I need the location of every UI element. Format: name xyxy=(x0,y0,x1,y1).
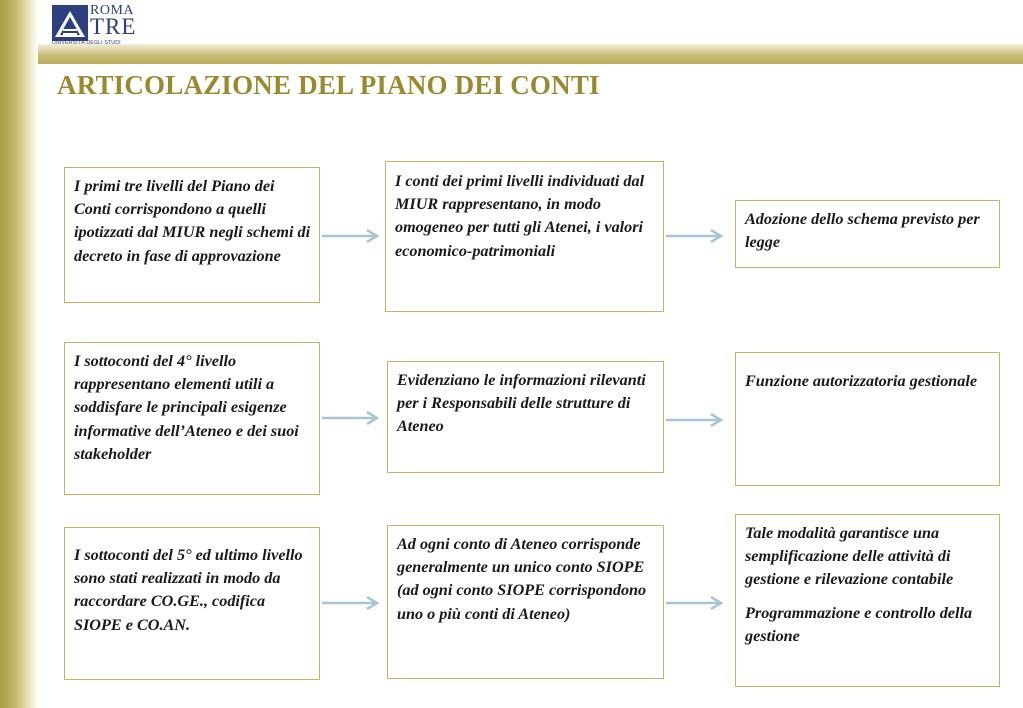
logo-subtitle: UNIVERSITÀ DEGLI STUDI xyxy=(52,40,121,46)
row2-middle-box xyxy=(387,361,664,473)
row1-left-text: I primi tre livelli del Piano dei Conti corrispondono a quelli ipotizzati dal MIUR negli schemi di decreto in fase di approvazione xyxy=(74,177,311,265)
logo-tre-text: TRE xyxy=(90,14,137,39)
row3-middle-box xyxy=(387,525,664,679)
row2-arrow-1-icon xyxy=(322,411,380,425)
row2-left-text: I sottoconti del 4° livello rappresentano elementi utili a soddisfare le principali esigenze informative dell’Ateneo e dei suoi stakeholder xyxy=(74,352,299,463)
row1-arrow-1-icon xyxy=(322,229,380,243)
page-title: ARTICOLAZIONE DEL PIANO DEI CONTI xyxy=(57,70,600,100)
row1-middle-text: I conti dei primi livelli individuati dal MIUR rappresentano, in modo omogeneo per tutti gli Atenei, i valori economico-patrimoniali xyxy=(395,172,645,260)
row2-arrow-2-icon xyxy=(666,413,724,427)
row1-middle-box xyxy=(385,161,664,312)
row1-right-text: Adozione dello schema previsto per legge xyxy=(745,210,980,252)
row3-right-box xyxy=(735,514,1000,687)
left-decorative-band xyxy=(0,0,38,708)
top-decorative-band xyxy=(0,44,1023,64)
row1-left-box xyxy=(64,167,320,303)
row3-right-text-1: Tale modalità garantisce una semplificazione delle attività di gestione e rilevazione contabile xyxy=(745,524,954,589)
row3-arrow-2-icon xyxy=(666,596,724,610)
university-logo xyxy=(52,3,144,47)
row1-arrow-2-icon xyxy=(666,229,724,243)
row2-middle-text: Evidenziano le informazioni rilevanti per i Responsabili delle strutture di Ateneo xyxy=(397,371,646,436)
row3-arrow-1-icon xyxy=(322,596,380,610)
row3-right-text-2: Programmazione e controllo della gestione xyxy=(745,603,973,645)
row2-right-box xyxy=(735,352,1000,486)
roma-tre-emblem-icon xyxy=(52,5,88,43)
row1-right-box xyxy=(735,200,1000,268)
logo-roma-text: ROMA xyxy=(90,3,135,18)
row3-left-text: I sottoconti del 5° ed ultimo livello sono stati realizzati in modo da raccordare CO.GE., codifica SIOPE e CO.AN. xyxy=(74,546,303,634)
row3-left-box xyxy=(64,527,320,680)
row2-left-box xyxy=(64,342,320,495)
header-background xyxy=(0,0,1023,44)
row3-middle-text: Ad ogni conto di Ateneo corrisponde generalmente un unico conto SIOPE (ad ogni conto SIOPE corrispondono uno o più conti di Ateneo) xyxy=(397,535,647,623)
row2-right-text: Funzione autorizzatoria gestionale xyxy=(745,372,978,390)
